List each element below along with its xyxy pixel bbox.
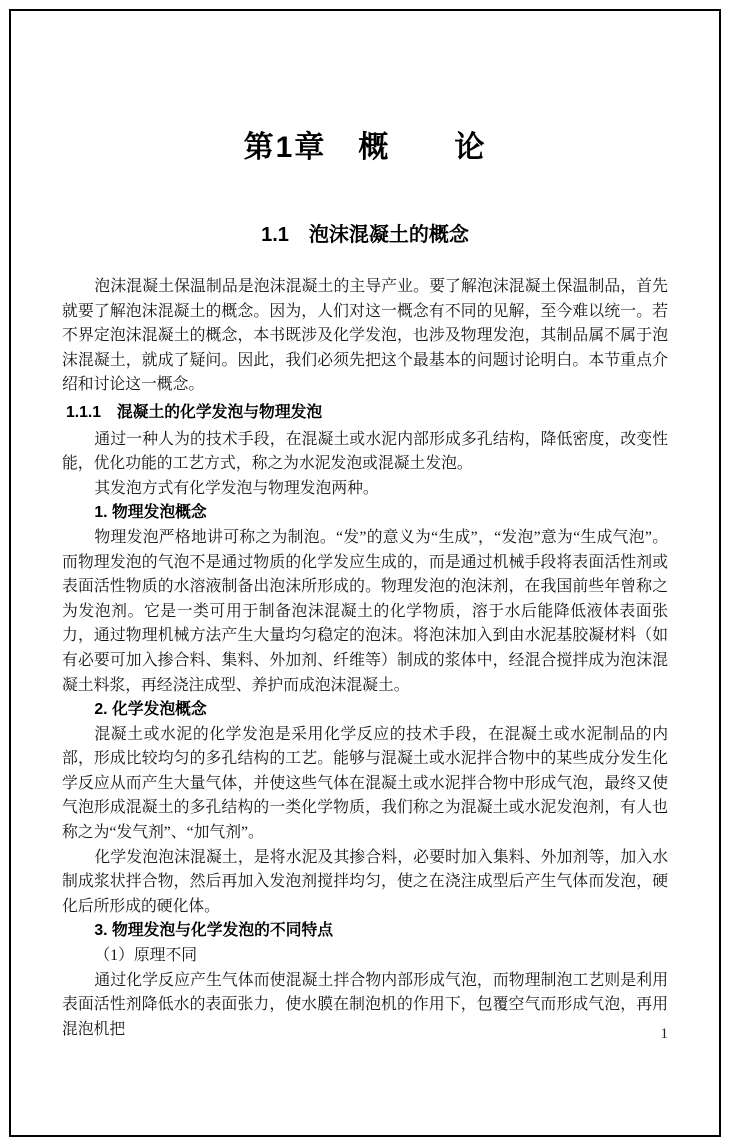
page-content [62, 0, 668, 1042]
subsection-heading-111: 1.1.1 混凝土的化学发泡与物理发泡 [65, 403, 323, 421]
list-item-principle-differs: （1）原理不同 [94, 947, 198, 965]
heading-differences: 3. 物理发泡与化学发泡的不同特点 [94, 922, 334, 940]
paragraph-principle-differs: 通过化学反应产生气体而使混凝土拌合物内部形成气泡，而物理制泡工艺则是利用表面活性剂降低水的表面张力，使水膜在制泡机的作用下，包覆空气而形成气泡，再用混泡机把 [62, 971, 668, 1038]
section-title: 1.1 泡沫混凝土的概念 [261, 224, 469, 246]
paragraph-chemical-foaming-2: 化学发泡泡沫混凝土，是将水泥及其掺合料，必要时加入集料、外加剂等，加入水制成浆状拌合物，然后再加入发泡剂搅拌均匀，使之在浇注成型后产生气体而发泡，硬化后所形成的硬化体。 [62, 848, 668, 915]
paragraph-intro: 泡沫混凝土保温制品是泡沫混凝土的主导产业。要了解泡沫混凝土保温制品，首先就要了解泡沫混凝土的概念。因为，人们对这一概念有不同的见解，至今难以统一。若不界定泡沫混凝土的概念，本书既涉及化学发泡，也涉及物理发泡，其制品属不属于泡沫混凝土，就成了疑问。因此，我们必须先把这个最基本的问题讨论明白。本节重点介绍和讨论这一概念。 [62, 278, 668, 394]
paragraph-two-methods: 其发泡方式有化学发泡与物理发泡两种。 [94, 479, 379, 497]
paragraph-chemical-foaming: 混凝土或水泥的化学发泡是采用化学反应的技术手段，在混凝土或水泥制品的内部，形成比较均匀的多孔结构的工艺。能够与混凝土或水泥拌合物中的某些成分发生化学反应从而产生大量气体，并使这些气体在混凝土或水泥拌合物中形成气泡，最终又使气泡形成混凝土的多孔结构的一类化学物质，我们称之为混凝土或水泥发泡剂，有人也称之为“发气剂”、“加气剂”。 [62, 725, 668, 842]
paragraph-definition: 通过一种人为的技术手段，在混凝土或水泥内部形成多孔结构，降低密度，改变性能，优化功能的工艺方式，称之为水泥发泡或混凝土发泡。 [62, 430, 668, 473]
chapter-title: 第1章 概 论 [243, 131, 487, 164]
heading-physical-foaming-concept: 1. 物理发泡概念 [94, 504, 207, 522]
page-number: 1 [660, 1026, 668, 1042]
heading-chemical-foaming-concept: 2. 化学发泡概念 [94, 701, 207, 719]
paragraph-physical-foaming: 物理发泡严格地讲可称之为制泡。“发”的意义为“生成”，“发泡”意为“生成气泡”。而物理发泡的气泡不是通过物质的化学发应生成的，而是通过机械手段将表面活性剂或表面活性物质的水溶液制备出泡沫所形成的。物理发泡的泡沫剂，在我国前些年曾称之为发泡剂。它是一类可用于制备泡沫混凝土的化学物质，溶于水后能降低液体表面张力，通过物理机械方法产生大量均匀稳定的泡沫。将泡沫加入到由水泥基胶凝材料（如有必要可加入掺合料、集料、外加剂、纤维等）制成的浆体中，经混合搅拌成为泡沫混凝土料浆，再经浇注成型、养护而成泡沫混凝土。 [62, 528, 668, 694]
body-text [62, 275, 668, 1042]
